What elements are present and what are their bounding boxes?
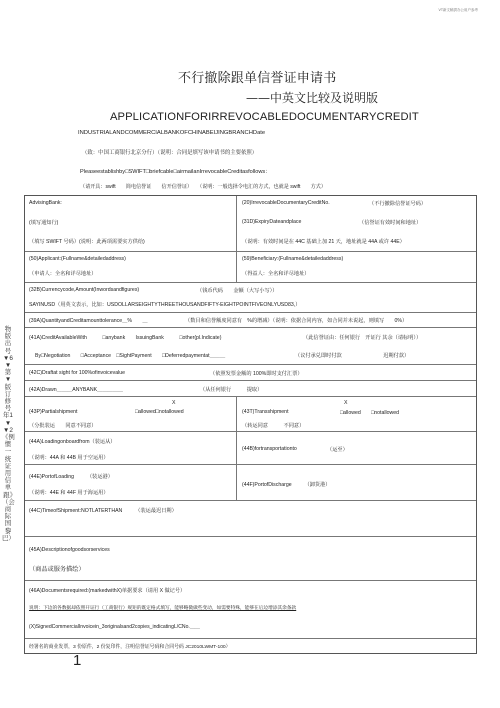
say-amount: SAYINUSD（用英文表示，比如：USDOLLARSEIGHTYTHREETHOUSANDFIFTY-EIGHTPOINTFIVEONLYUSD83,） bbox=[29, 302, 301, 308]
table-row bbox=[25, 196, 476, 252]
page-number: 1 bbox=[73, 652, 82, 669]
documents-required-label: (46A)Documentsrequired:(markedwithX)单据要求（请用 X 做记号） bbox=[29, 588, 186, 594]
header-note: VT新文稿供办公用户参考 bbox=[438, 8, 478, 12]
table-row bbox=[25, 397, 476, 432]
transport-to-note: （运至） bbox=[327, 447, 348, 453]
bank-line: INDUSTRIALANDCOMMERCIALBANKOFCHINABEIJINGBRANCHDate bbox=[78, 130, 266, 136]
transship-x-mark: X bbox=[344, 400, 348, 406]
port-of-discharge-label: (44F)PortofDischarge （卸货港） bbox=[242, 482, 331, 488]
payment-by-options: By□Negotiation □Acceptance □SightPayment □Deferredpaymentat＿＿＿ bbox=[35, 353, 226, 359]
drawn-label: (42A)Drawn＿＿＿ANYBANK＿＿＿＿＿ bbox=[29, 387, 123, 393]
application-form-table bbox=[24, 195, 477, 654]
page-title-en: APPLICATIONFORIRREVOCABLEDOCUMENTARYCREDIT bbox=[110, 111, 419, 123]
transport-to-label: (44B)fortransportationto bbox=[242, 446, 297, 452]
beneficiary-note: （得益人：全名和详尽地址） bbox=[242, 271, 310, 277]
partial-shipment-label: (43P)Partialshipment bbox=[29, 409, 78, 415]
table-row bbox=[25, 537, 476, 581]
table-row bbox=[25, 501, 476, 537]
credit-no-label: (20)IrrevocableDocumentaryCreditNo. bbox=[242, 200, 330, 206]
table-row bbox=[25, 283, 476, 313]
loading-from-label: (44A)Loadingonboardfrom（装运从） bbox=[29, 439, 116, 445]
partial-x-mark: X bbox=[172, 400, 176, 406]
credit-available-label: (41A)CreditAvailableWith □anybank IssuingBank □other(pl.Indicate) bbox=[29, 335, 222, 341]
transshipment-label: (43T)Transshipment bbox=[242, 409, 289, 415]
quantity-note: （数目和信誉额度同意有 %的增减）（说明：依据合同内容，如合同并未说起，则填写 0%） bbox=[185, 318, 408, 324]
applicant-label: (50)Applicant:(Fullname&detailedaddress) bbox=[29, 256, 126, 262]
side-vertical-text: 物版出号▼6▼第▼版订修号年1▼▼2《例惯一统证用信单跟》（会商际国黎巴） bbox=[2, 326, 15, 542]
credit-available-note: （此信誉证由：任何银行 开证行 其余（请标明）） bbox=[303, 335, 422, 341]
credit-no-note: （不行撤除信誉证号码） bbox=[369, 201, 427, 207]
signed-invoice-line: (X)SignedCommercialInvoicein_3originalsand2copies_indicatingL/CNo.＿＿ bbox=[29, 624, 201, 630]
expiry-date-label: (31D)ExpiryDateandplace bbox=[242, 219, 302, 225]
currency-note: （钱币代码 金额（大写小写）） bbox=[197, 288, 278, 294]
transshipment-note: （转运同意 不同意） bbox=[242, 423, 305, 429]
issue-options: Pleaseestablishby□SWIFT□briefcable□airmailanIrrevocableCreditasfollows： bbox=[80, 169, 271, 175]
table-row bbox=[25, 252, 476, 283]
table-row bbox=[25, 381, 476, 397]
draft-note: （依照发票金额的 100%即时支付汇票） bbox=[210, 371, 303, 377]
table-row bbox=[25, 313, 476, 328]
beneficiary-label: (59)Beneficiary:(Fullname&detailedaddress) bbox=[242, 256, 344, 262]
advising-swift-note: （填写 SWIFT 号码）(说明：此两项需要实方供给) bbox=[29, 239, 145, 245]
table-row bbox=[25, 432, 476, 465]
expiry-explain: （说明：有效时间是在 44C 基础上加 21 天，地址就是 44A 或许 44E） bbox=[242, 239, 405, 245]
latest-shipment-label: (44C)TimeofShipment:NOTLATERTHAN （装运最迟日期） bbox=[29, 508, 177, 514]
page-title-cn: 不行撤除跟单信誉证申请书 bbox=[178, 71, 337, 86]
bank-note: （致：中国工商银行北京分行）（说明：合同是填写该申请书的主要依照） bbox=[82, 150, 258, 156]
issue-note: （请开具：swift 简电信誉证 信开信誉证） （说明：一般选择令电汇的方式，也就是 swift 方式） bbox=[80, 184, 326, 190]
page-subtitle-cn: ——中英文比较及说明版 bbox=[246, 91, 379, 105]
port-of-loading-note: （说明：44E 和 44F 用于海运用） bbox=[29, 490, 109, 496]
table-row bbox=[25, 639, 476, 653]
documents-note: 说明：下边的各数据却依照开证行（工商银行）规矩的既定格式填写，能够略微做些变动，如需要特殊，能够在后边增添其余条款 bbox=[29, 605, 297, 610]
table-row bbox=[25, 328, 476, 365]
table-row bbox=[25, 365, 476, 381]
draft-label: (42C)Draftat sight for 100%ofinvoicevalue bbox=[29, 370, 126, 376]
expiry-date-note: （信誉证有效时间和地址） bbox=[359, 220, 422, 226]
partial-shipment-options: □allowed□notallowed bbox=[135, 409, 184, 415]
invoice-note: 经署名的商业发票，3 份原件，2 份复印件，注明信誉证号码和合同号码 JC2010LWMT-100） bbox=[29, 645, 231, 650]
port-of-loading-label: (44E)PortofLoading （装运港） bbox=[29, 474, 113, 480]
advising-bank-note: (填写通知行) bbox=[29, 220, 59, 226]
table-row bbox=[25, 465, 476, 501]
partial-shipment-note: （分批装运 同意不同意） bbox=[29, 423, 97, 429]
goods-label: (45A)Descriptionofgoodsorservices bbox=[29, 547, 110, 553]
transshipment-options: □allowed □notallowed bbox=[340, 410, 400, 416]
drawn-note: （从任何银行 提取） bbox=[200, 387, 263, 393]
loading-from-note: （说明：44A 和 44B 用于空运用） bbox=[29, 455, 109, 461]
advising-bank-label: AdvisingBank: bbox=[29, 200, 62, 206]
currency-label: (32B)Currencycode,Amount(Inwordsandfigures) bbox=[29, 287, 140, 293]
applicant-note: （申请人：全名和详尽地址） bbox=[29, 271, 97, 277]
payment-by-note: （议付承兑即时付款 迟期付款） bbox=[295, 353, 410, 359]
quantity-label: (39A)QuantityandCreditamounttolerance＿% ＿ bbox=[29, 318, 148, 324]
goods-note: （商品或服务描绘） bbox=[29, 566, 85, 573]
table-row bbox=[25, 581, 476, 639]
